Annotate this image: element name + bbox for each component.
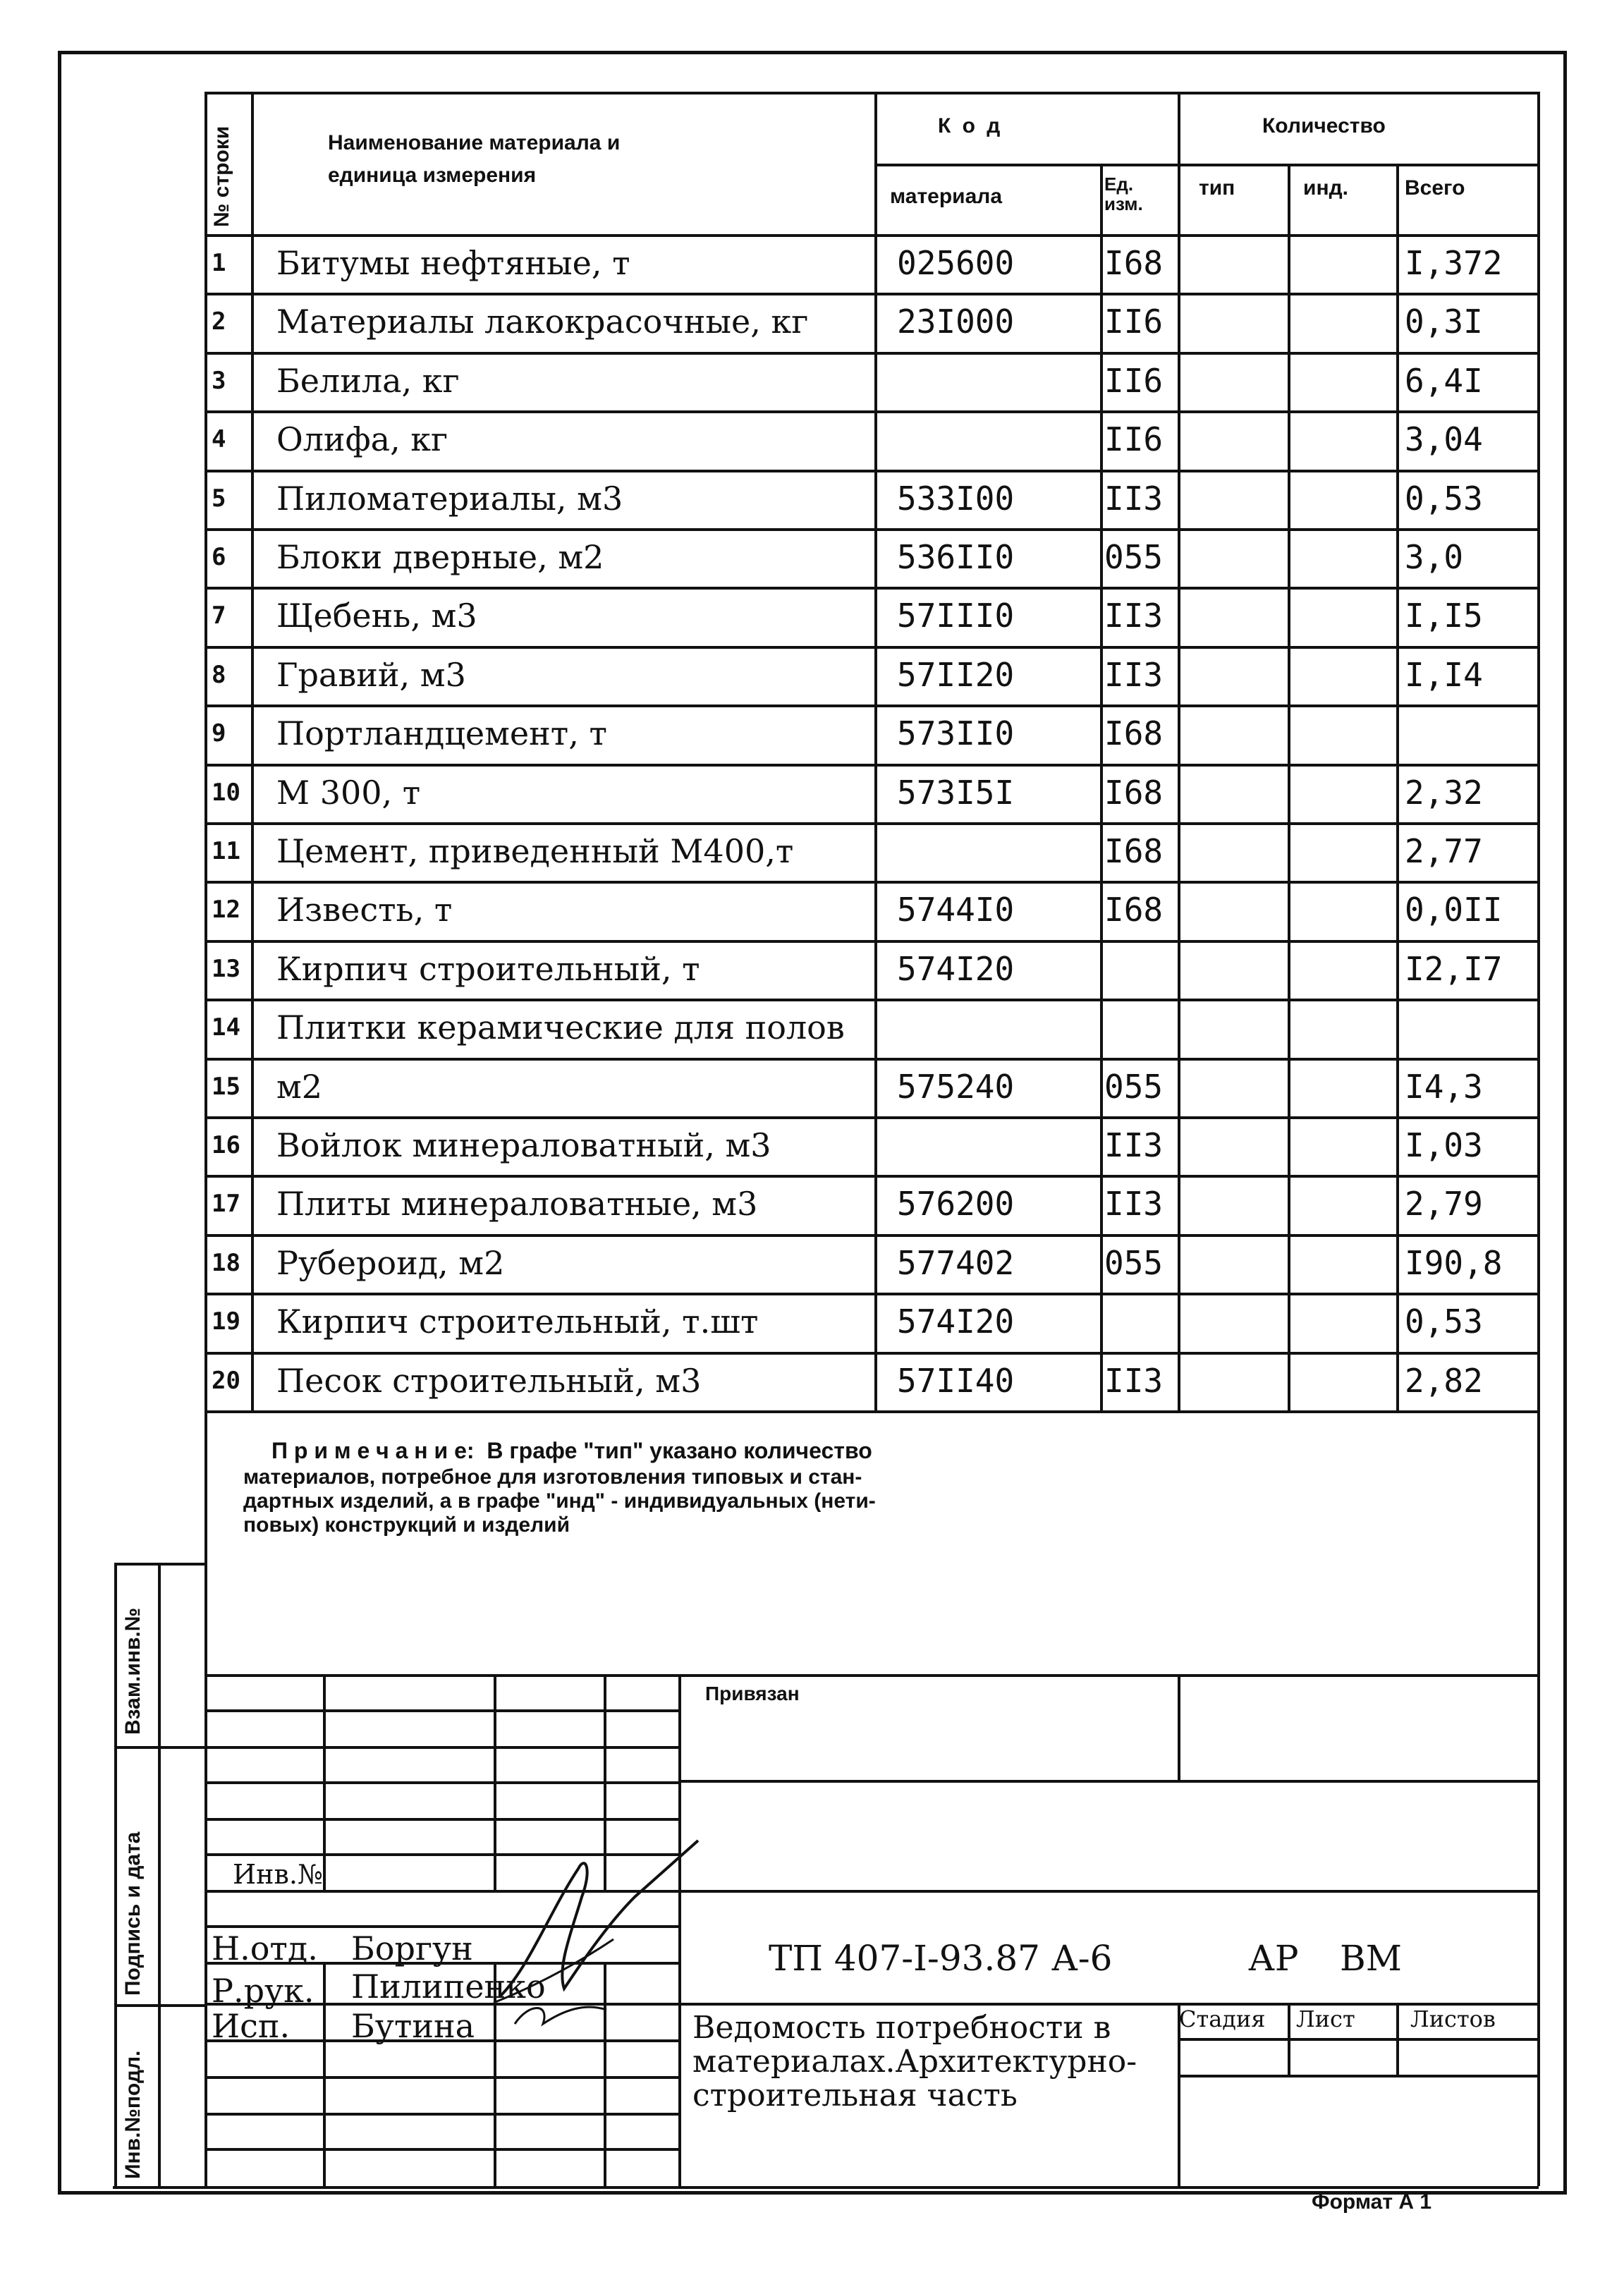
quantity-total: I,03 [1405, 1126, 1483, 1164]
stamp-role-2: Р.рук. [212, 1972, 315, 2010]
stamp-inv-no: Инв.№ [233, 1859, 323, 1890]
header-unit-abbr-1: Ед. [1104, 173, 1134, 195]
material-code: 573I5I [897, 774, 1015, 812]
row-number: 17 [212, 1190, 240, 1218]
quantity-total: I4,3 [1405, 1068, 1483, 1106]
quantity-total: 2,79 [1405, 1185, 1483, 1223]
material-code: 5744I0 [897, 891, 1015, 929]
material-code: 573II0 [897, 714, 1015, 752]
row-number: 6 [212, 543, 226, 571]
material-name: Песок строительный, м3 [276, 1362, 702, 1400]
note-line-1: П р и м е ч а н и е: В графе "тип" указано количество [271, 1438, 872, 1463]
material-name: Щебень, м3 [276, 597, 477, 635]
unit-code: II6 [1104, 420, 1164, 458]
material-code: 57II40 [897, 1362, 1015, 1400]
note-line-4: повых) конструкций и изделий [243, 1513, 570, 1537]
material-code: 575240 [897, 1068, 1015, 1106]
row-number: 8 [212, 661, 226, 689]
unit-code: I68 [1104, 244, 1164, 282]
header-code: К о д [938, 114, 1003, 138]
material-code: 23I000 [897, 303, 1015, 341]
material-name: Битумы нефтяные, т [276, 244, 630, 282]
material-code: 576200 [897, 1185, 1015, 1223]
material-code: 574I20 [897, 950, 1015, 988]
side-label-podpis: Подпись и дата [121, 1831, 145, 1996]
unit-code: II3 [1104, 597, 1164, 635]
quantity-total: 0,0II [1405, 891, 1503, 929]
unit-code: II3 [1104, 1185, 1164, 1223]
material-name: Блоки дверные, м2 [276, 538, 604, 576]
row-number: 11 [212, 837, 240, 865]
unit-code: II3 [1104, 656, 1164, 694]
material-code: 574I20 [897, 1302, 1015, 1341]
material-name: Кирпич строительный, т.шт [276, 1302, 759, 1341]
row-number: 14 [212, 1013, 240, 1042]
stamp-person-3: Бутина [351, 2007, 475, 2045]
quantity-total: 2,77 [1405, 832, 1483, 870]
header-qty-ind: инд. [1303, 176, 1348, 200]
material-name: Известь, т [276, 891, 453, 929]
stamp-list: Лист [1296, 2006, 1355, 2032]
material-code: 57III0 [897, 597, 1015, 635]
material-name: М 300, т [276, 774, 421, 812]
row-number: 1 [212, 249, 226, 277]
quantity-total: I,I4 [1405, 656, 1483, 694]
unit-code: II3 [1104, 1362, 1164, 1400]
stamp-privyazan: Привязан [705, 1683, 800, 1704]
row-number: 2 [212, 307, 226, 336]
quantity-total: I,372 [1405, 244, 1503, 282]
header-name-line1: Наименование материала и [328, 131, 621, 154]
stamp-title-line-3: строительная часть [692, 2077, 1018, 2113]
material-code: 536II0 [897, 538, 1015, 576]
material-name: Пиломатериалы, м3 [276, 480, 623, 518]
unit-code: I68 [1104, 891, 1164, 929]
material-name: Войлок минераловатный, м3 [276, 1126, 771, 1164]
stamp-mark-vm: ВМ [1340, 1938, 1402, 1979]
material-code: 533I00 [897, 480, 1015, 518]
stamp-listov: Листов [1410, 2006, 1496, 2032]
quantity-total: 0,3I [1405, 303, 1483, 341]
side-label-vzam: Взам.инв.№ [121, 1607, 145, 1735]
header-code-material: материала [890, 185, 1003, 208]
quantity-total: I,I5 [1405, 597, 1483, 635]
row-number: 19 [212, 1307, 240, 1336]
unit-code: I68 [1104, 714, 1164, 752]
header-quantity: Количество [1262, 114, 1386, 138]
row-number: 18 [212, 1249, 240, 1277]
material-name: Плитки керамические для полов [276, 1008, 845, 1047]
row-number: 10 [212, 779, 240, 807]
header-name-line2: единица измерения [328, 164, 537, 187]
unit-code: 055 [1104, 1244, 1164, 1282]
unit-code: II3 [1104, 1126, 1164, 1164]
material-name: Цемент, приведенный М400,т [276, 832, 794, 870]
material-name: Рубероид, м2 [276, 1244, 505, 1282]
row-number: 3 [212, 367, 226, 395]
material-code: 577402 [897, 1244, 1015, 1282]
row-number: 13 [212, 955, 240, 983]
row-number: 20 [212, 1367, 240, 1395]
unit-code: I68 [1104, 832, 1164, 870]
format-label: Формат А 1 [1312, 2190, 1432, 2214]
quantity-total: I90,8 [1405, 1244, 1503, 1282]
material-name: м2 [276, 1068, 323, 1106]
material-name: Портландцемент, т [276, 714, 607, 752]
material-code: 025600 [897, 244, 1015, 282]
quantity-total: 3,0 [1405, 538, 1464, 576]
material-name: Плиты минераловатные, м3 [276, 1185, 758, 1223]
stamp-title-line-1: Ведомость потребности в [692, 2010, 1111, 2046]
side-label-invpodl: Инв.№подл. [121, 2050, 145, 2179]
header-unit-abbr-2: изм. [1104, 193, 1143, 214]
stamp-stadiya: Стадия [1179, 2006, 1266, 2032]
stamp-role-3: Исп. [212, 2007, 291, 2045]
signature-mark [487, 1826, 712, 2038]
quantity-total: 2,82 [1405, 1362, 1483, 1400]
header-row-number: № строки [210, 126, 233, 227]
header-qty-type: тип [1199, 176, 1235, 200]
row-number: 16 [212, 1131, 240, 1159]
quantity-total: 3,04 [1405, 420, 1483, 458]
unit-code: 055 [1104, 538, 1164, 576]
stamp-title-line-2: материалах.Архитектурно- [692, 2044, 1137, 2080]
quantity-total: I2,I7 [1405, 950, 1503, 988]
stamp-person-2: Пилипенко [351, 1967, 546, 2006]
unit-code: I68 [1104, 774, 1164, 812]
stamp-doc-code: ТП 407-I-93.87 А-6 [769, 1938, 1113, 1979]
row-number: 9 [212, 719, 226, 748]
material-name: Гравий, м3 [276, 656, 466, 694]
stamp-mark-ar: АР [1248, 1938, 1299, 1979]
quantity-total: 0,53 [1405, 1302, 1483, 1341]
material-name: Кирпич строительный, т [276, 950, 700, 988]
unit-code: II6 [1104, 362, 1164, 400]
row-number: 15 [212, 1073, 240, 1101]
material-name: Материалы лакокрасочные, кг [276, 303, 809, 341]
row-number: 5 [212, 484, 226, 513]
unit-code: II3 [1104, 480, 1164, 518]
stamp-person-1: Боргун [351, 1929, 473, 1967]
quantity-total: 2,32 [1405, 774, 1483, 812]
quantity-total: 0,53 [1405, 480, 1483, 518]
stamp-role-1: Н.отд. [212, 1929, 318, 1967]
material-name: Белила, кг [276, 362, 460, 400]
unit-code: II6 [1104, 303, 1164, 341]
row-number: 7 [212, 602, 226, 630]
note-line-3: дартных изделий, а в графе "инд" - индивидуальных (нети- [243, 1489, 876, 1513]
unit-code: 055 [1104, 1068, 1164, 1106]
material-name: Олифа, кг [276, 420, 448, 458]
row-number: 12 [212, 896, 240, 924]
material-code: 57II20 [897, 656, 1015, 694]
header-qty-total: Всего [1405, 176, 1465, 200]
quantity-total: 6,4I [1405, 362, 1483, 400]
row-number: 4 [212, 425, 226, 453]
note-line-2: материалов, потребное для изготовления типовых и стан- [243, 1465, 862, 1489]
